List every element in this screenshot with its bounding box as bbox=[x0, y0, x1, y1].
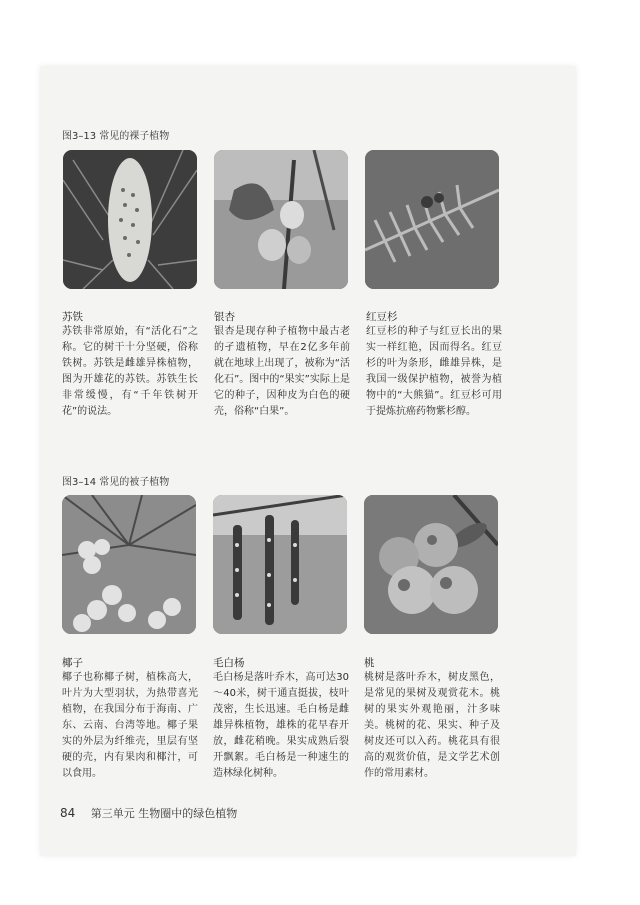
peach-fruit-photo bbox=[364, 495, 498, 634]
plant-name: 红豆杉 bbox=[366, 311, 398, 323]
ginkgo-seed-photo bbox=[214, 150, 348, 289]
plant-name: 椰子 bbox=[62, 657, 83, 669]
plant-name: 苏铁 bbox=[62, 311, 83, 323]
figure-caption: 图3–14 常见的被子植物 bbox=[62, 477, 170, 488]
plant-description: 苏铁非常原始，有“活化石”之称。它的树干十分坚硬，俗称铁树。苏铁是雌雄异株植物，图为开雄花的苏铁。苏铁生长非常缓慢，有“千年铁树开花”的说法。 bbox=[62, 326, 198, 417]
plant-description: 毛白杨是落叶乔木，高可达30～40米，树干通直挺拔，枝叶茂密，生长迅速。毛白杨是雌雄异株植物，雄株的花早春开放，雌花稍晚。果实成熟后裂开飘絮。毛白杨是一种速生的造林绿化树种。 bbox=[213, 672, 349, 779]
plant-description: 银杏是现存种子植物中最古老的孑遗植物，早在2亿多年前就在地球上出现了，被称为“活化石”。图中的“果实”实际上是它的种子，因种皮为白色的硬壳，俗称“白果”。 bbox=[214, 326, 350, 417]
plant-description: 红豆杉的种子与红豆长出的果实一样红艳，因而得名。红豆杉的叶为条形，雌雄异株，是我国一级保护植物，被誉为植物中的“大熊猫”。红豆杉可用于提炼抗癌药物紫杉醇。 bbox=[366, 326, 502, 417]
figure-caption: 图3–13 常见的裸子植物 bbox=[62, 131, 170, 142]
plant-name: 银杏 bbox=[214, 311, 235, 323]
plant-name: 桃 bbox=[364, 657, 375, 669]
coconut-palm-photo bbox=[62, 495, 196, 634]
plant-description: 桃树是落叶乔木，树皮黑色，是常见的果树及观赏花木。桃树的果实外观艳丽，汁多味美。桃树的花、果实、种子及树皮还可以入药。桃花具有很高的观赏价值，是文学艺术创作的常用素材。 bbox=[364, 672, 500, 779]
poplar-catkin-photo bbox=[213, 495, 347, 634]
yew-branch-photo bbox=[365, 150, 499, 289]
cycad-cone-photo bbox=[63, 150, 197, 289]
plant-name: 毛白杨 bbox=[213, 657, 245, 669]
page-number: 84 bbox=[60, 806, 76, 820]
page-footer bbox=[60, 805, 237, 821]
unit-title: 第三单元 生物圈中的绿色植物 bbox=[90, 807, 238, 820]
plant-description: 椰子也称椰子树，植株高大，叶片为大型羽状，为热带喜光植物，在我国分布于海南、广东、云南、台湾等地。椰子果实的外层为纤维壳，里层有坚硬的壳，内有果肉和椰汁，可以食用。 bbox=[62, 672, 198, 779]
